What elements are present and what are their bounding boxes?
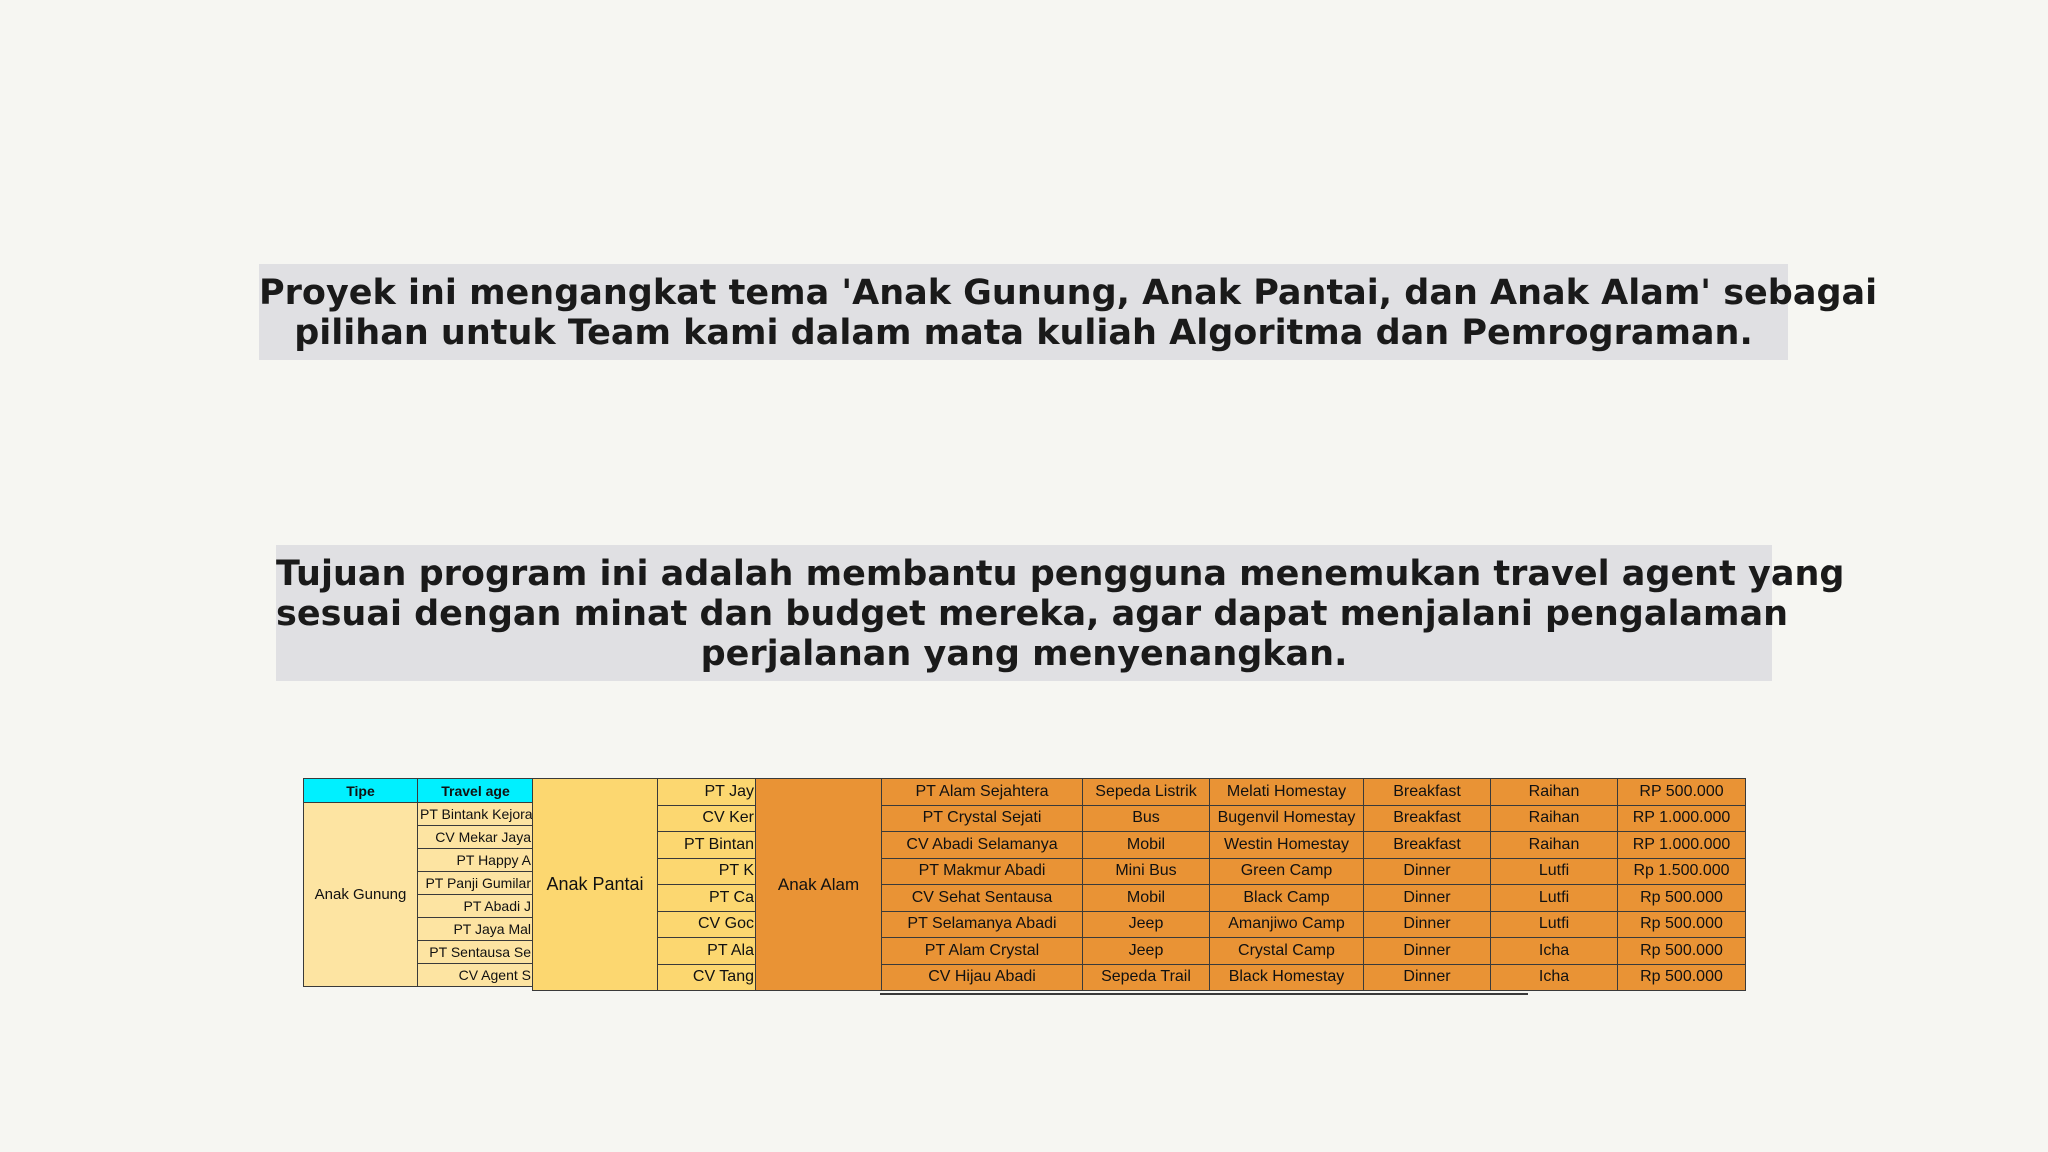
program-goal-banner <box>276 545 1845 681</box>
agent-cell: CV Hijau Abadi <box>882 964 1083 991</box>
banner-text-line: Tujuan program ini adalah membantu pengguna menemukan travel agent yang <box>276 554 1845 594</box>
agent-cell: PT Ca <box>658 885 757 912</box>
meal-cell: Breakfast <box>1364 779 1491 806</box>
agent-cell: PT Makmur Abadi <box>882 858 1083 885</box>
lodging-cell: Melati Homestay <box>1210 779 1364 806</box>
agent-cell: CV Tang <box>658 964 757 991</box>
lodging-cell: Westin Homestay <box>1210 832 1364 859</box>
agent-cell: PT Sentausa Se <box>418 941 534 964</box>
meal-cell: Dinner <box>1364 911 1491 938</box>
guide-cell: Raihan <box>1491 805 1618 832</box>
agent-cell: CV Abadi Selamanya <box>882 832 1083 859</box>
guide-cell: Raihan <box>1491 779 1618 806</box>
banner-text-line: sesuai dengan minat dan budget mereka, agar dapat menjalani pengalaman <box>276 594 1789 634</box>
header-tipe: Tipe <box>304 779 418 803</box>
table-row <box>756 779 1746 806</box>
lodging-cell: Black Camp <box>1210 885 1364 912</box>
agent-cell: PT Alam Crystal <box>882 938 1083 965</box>
meal-cell: Breakfast <box>1364 805 1491 832</box>
price-cell: RP 1.000.000 <box>1618 832 1746 859</box>
transport-cell: Sepeda Listrik <box>1083 779 1210 806</box>
agent-cell: PT Crystal Sejati <box>882 805 1083 832</box>
agent-cell: PT Alam Sejahtera <box>882 779 1083 806</box>
table-header-row <box>304 779 534 803</box>
agent-cell: CV Mekar Jaya <box>418 826 534 849</box>
transport-cell: Mini Bus <box>1083 858 1210 885</box>
guide-cell: Icha <box>1491 964 1618 991</box>
agent-cell: PT Bintan <box>658 832 757 859</box>
agent-cell: PT Happy A <box>418 849 534 872</box>
lodging-cell: Green Camp <box>1210 858 1364 885</box>
agent-cell: PT Jaya Mal <box>418 918 534 941</box>
table-divider <box>880 993 1528 995</box>
agent-cell: CV Ker <box>658 805 757 832</box>
transport-cell: Jeep <box>1083 938 1210 965</box>
meal-cell: Dinner <box>1364 964 1491 991</box>
price-cell: Rp 1.500.000 <box>1618 858 1746 885</box>
type-cell: Anak Gunung <box>304 803 418 987</box>
meal-cell: Dinner <box>1364 938 1491 965</box>
transport-cell: Jeep <box>1083 911 1210 938</box>
banner-text-line: perjalanan yang menyenangkan. <box>700 634 1348 674</box>
lodging-cell: Crystal Camp <box>1210 938 1364 965</box>
anak-pantai-table <box>532 778 757 991</box>
lodging-cell: Amanjiwo Camp <box>1210 911 1364 938</box>
table-row <box>756 938 1746 965</box>
anak-gunung-table <box>303 778 534 987</box>
guide-cell: Icha <box>1491 938 1618 965</box>
lodging-cell: Bugenvil Homestay <box>1210 805 1364 832</box>
guide-cell: Raihan <box>1491 832 1618 859</box>
price-cell: Rp 500.000 <box>1618 964 1746 991</box>
price-cell: RP 1.000.000 <box>1618 805 1746 832</box>
header-travel-agent: Travel age <box>418 779 534 803</box>
transport-cell: Mobil <box>1083 885 1210 912</box>
agent-cell: PT Ala <box>658 938 757 965</box>
price-cell: Rp 500.000 <box>1618 938 1746 965</box>
table-row <box>304 803 534 826</box>
table-row <box>756 911 1746 938</box>
agent-cell: PT Selamanya Abadi <box>882 911 1083 938</box>
table-row <box>756 885 1746 912</box>
table-row <box>756 964 1746 991</box>
table-row <box>533 779 757 806</box>
agent-cell: PT Jay <box>658 779 757 806</box>
transport-cell: Sepeda Trail <box>1083 964 1210 991</box>
table-row <box>756 858 1746 885</box>
guide-cell: Lutfi <box>1491 885 1618 912</box>
agent-cell: CV Sehat Sentausa <box>882 885 1083 912</box>
anak-alam-table <box>755 778 1746 991</box>
type-cell: Anak Alam <box>756 779 882 991</box>
meal-cell: Dinner <box>1364 858 1491 885</box>
price-cell: Rp 500.000 <box>1618 885 1746 912</box>
agent-cell: PT K <box>658 858 757 885</box>
agent-cell: CV Agent S <box>418 964 534 987</box>
lodging-cell: Black Homestay <box>1210 964 1364 991</box>
agent-cell: PT Panji Gumilar <box>418 872 534 895</box>
type-cell: Anak Pantai <box>533 779 658 991</box>
guide-cell: Lutfi <box>1491 858 1618 885</box>
guide-cell: Lutfi <box>1491 911 1618 938</box>
banner-text-line: Proyek ini mengangkat tema 'Anak Gunung, Anak Pantai, dan Anak Alam' sebagai <box>259 273 1878 313</box>
transport-cell: Bus <box>1083 805 1210 832</box>
transport-cell: Mobil <box>1083 832 1210 859</box>
meal-cell: Dinner <box>1364 885 1491 912</box>
table-row <box>756 832 1746 859</box>
price-cell: Rp 500.000 <box>1618 911 1746 938</box>
project-theme-banner <box>259 264 1878 360</box>
table-row <box>756 805 1746 832</box>
agent-cell: PT Bintank Kejora <box>418 803 534 826</box>
agent-cell: PT Abadi J <box>418 895 534 918</box>
price-cell: RP 500.000 <box>1618 779 1746 806</box>
meal-cell: Breakfast <box>1364 832 1491 859</box>
agent-cell: CV Goc <box>658 911 757 938</box>
banner-text-line: pilihan untuk Team kami dalam mata kuliah Algoritma dan Pemrograman. <box>294 313 1753 353</box>
